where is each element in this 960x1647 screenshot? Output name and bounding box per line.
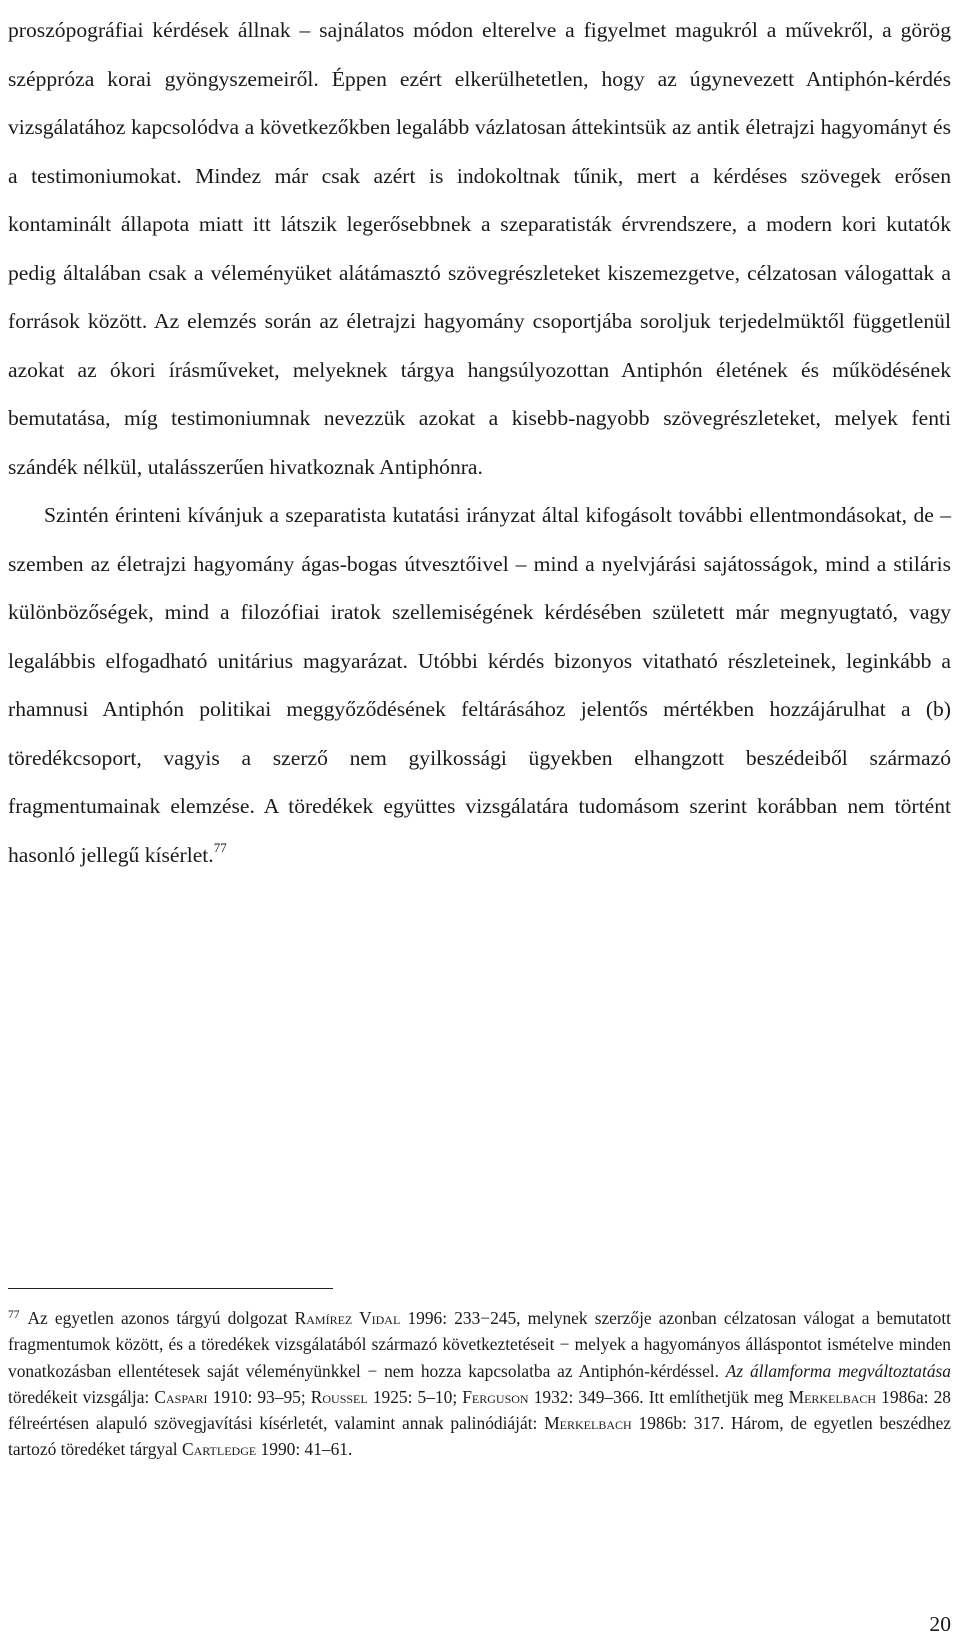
work-title: Az államforma megváltoztatása	[725, 1360, 951, 1381]
footnote-text: 1910: 93–95;	[207, 1386, 311, 1407]
p1-sentence-2: Mindez már csak azért is indokoltnak tűnik, mert a kérdéses szövegek erősen kontaminált állapota miatt itt látszik legerősebbnek a szeparatisták érvrendszere, a modern kori kutatók pedig általában csak a véleményüket alátámasztó szövegrészleteket kiszemezgetve, célzatosan válogattak a források között.	[8, 163, 952, 333]
main-text	[8, 6, 951, 879]
author-name: Merkelbach	[544, 1413, 632, 1434]
p2-sentence-2: Utóbbi kérdés bizonyos vitatható részleteinek, leginkább a rhamnusi Antiphón politikai meggyőződésének feltárásához jelentős mértékben hozzájárulhat a (b) töredékcsoport, vagyis a szerző nem gyilkossági ügyekben elhangzott beszédeiből származó fragmentumainak elemzése.	[8, 648, 951, 818]
author-name: Roussel	[310, 1386, 368, 1407]
page-number: 20	[929, 1612, 951, 1636]
author-name: Cartledge	[182, 1439, 257, 1460]
footnote-text: 1932: 349–366. Itt említhetjük meg	[528, 1386, 789, 1407]
p1-sentence-1: proszópográfiai kérdések állnak – sajnálatos módon elterelve a figyelmet magukról a művekről, a görög széppróza korai gyöngyszemeiről. Éppen ezért elkerülhetetlen, hogy az úgynevezett Antiphón-kérdés vizsgálatához kapcsolódva a következőkben legalább vázlatosan áttekintsük az antik életrajzi hagyományt és a testimoniumokat.	[8, 18, 951, 188]
footnote-text: 1925: 5–10;	[367, 1386, 463, 1407]
author-name: Merkelbach	[788, 1386, 877, 1407]
footnote-text: töredékeit vizsgálja:	[8, 1386, 155, 1407]
paragraph-1	[8, 6, 951, 491]
footnote-separator	[8, 1288, 333, 1289]
footnote-77	[8, 1305, 951, 1463]
footnotes	[8, 1305, 951, 1463]
footnote-text: 1986a: 28 félreértésen alapuló szövegjavítási kísérletét, valamint annak palinódiáját:	[8, 1386, 951, 1434]
footnote-text: 1990: 41–61.	[256, 1439, 353, 1460]
p2-sentence-1: Szintén érinteni kívánjuk a szeparatista kutatási irányzat által kifogásolt további ellentmondásokat, de – szemben az életrajzi hagyomány ágas-bogas útvesztőivel – mind a nyelvjárási sajátosságok, mind a stiláris különbözőségek, mind a filozófiai iratok szellemiségének kérdésében született már megnyugtató, vagy legalábbis elfogadható unitárius magyarázat.	[8, 503, 951, 673]
footnote-text: 1996: 233−245, melynek szerzője azonban célzatosan válogat a bemutatott fragmentumok között, és a töredékek vizsgálatából származó következtetéseit − melyek a hagyományos álláspontot ismételve minden vonatkozásban ellentétesek saját véleményünkkel − nem hozza kapcsolatba az Antiphón-kérdéssel.	[8, 1308, 951, 1381]
paragraph-2	[8, 491, 951, 879]
p1-sentence-3: Az elemzés során az életrajzi hagyomány csoportjába soroljuk terjedelmüktől függetlenül azokat az ókori írásműveket, melyeknek tárgya hangsúlyozottan Antiphón életének és működésének bemutatása, míg testimoniumnak nevezzük azokat a kisebb-nagyobb szövegrészleteket, melyek fenti szándék nélkül, utalásszerűen hivatkoznak Antiphónra.	[8, 309, 951, 479]
footnote-number: 77	[8, 1309, 20, 1321]
author-name: Caspari	[154, 1386, 208, 1407]
author-name: Ramírez Vidal	[294, 1308, 401, 1328]
author-name: Ferguson	[462, 1386, 529, 1407]
footnote-text: Az egyetlen azonos tárgyú dolgozat	[27, 1308, 295, 1328]
footnote-text: 1986b: 317. Három, de egyetlen beszédhez tartozó töredéket tárgyal	[8, 1413, 952, 1460]
footnote-reference[interactable]: 77	[213, 839, 227, 855]
p2-sentence-3: A töredékek együttes vizsgálatára tudomásom szerint korábban nem történt hasonló jellegű kísérlet.	[8, 794, 951, 867]
